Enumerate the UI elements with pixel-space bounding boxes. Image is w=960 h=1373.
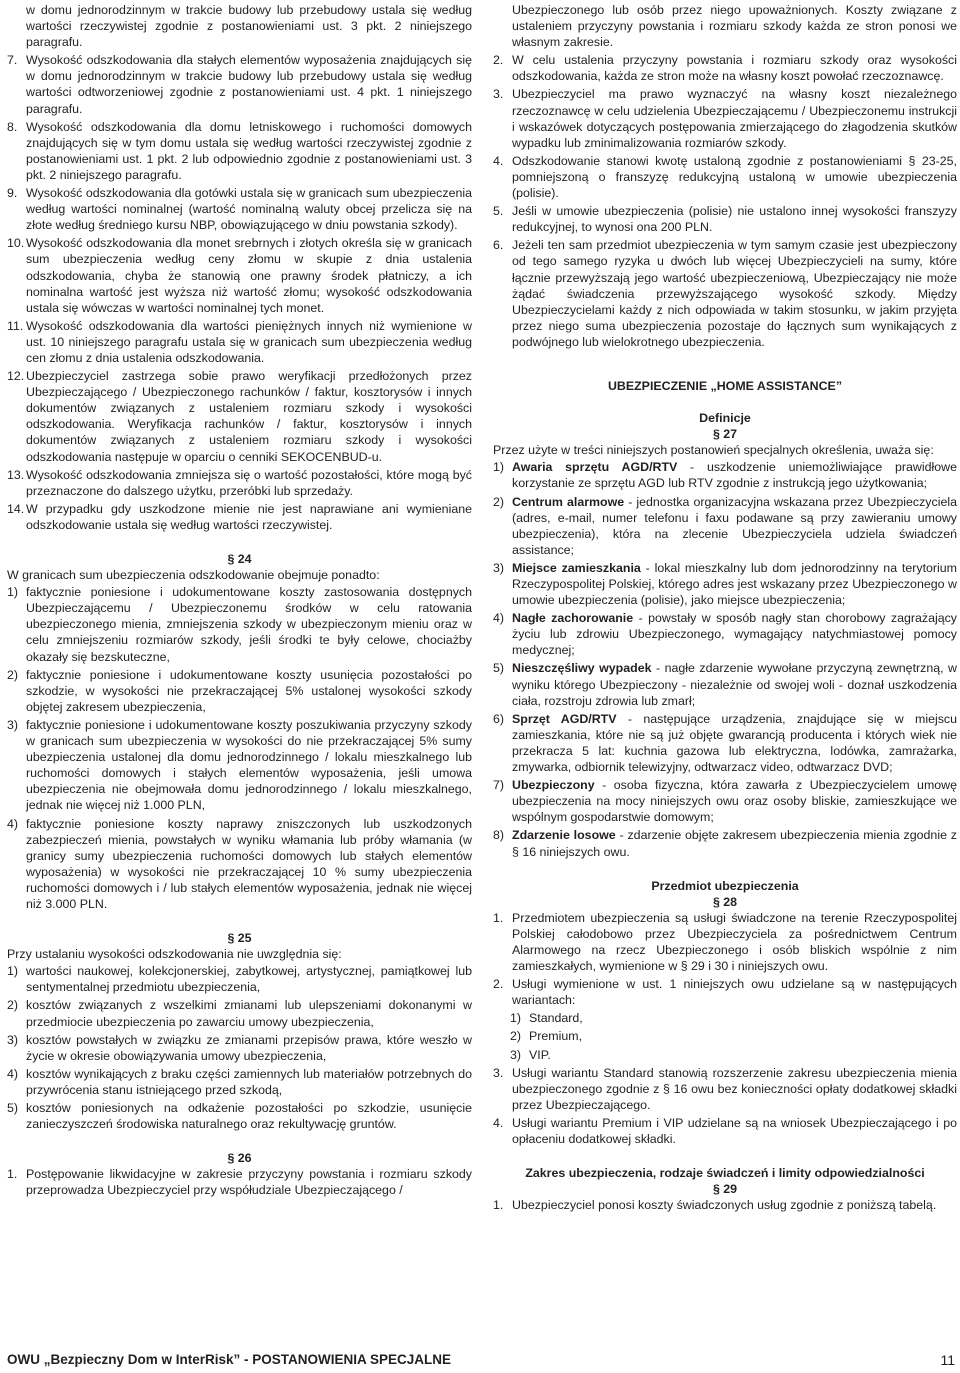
item-number: 1): [493, 460, 505, 475]
item-text: W celu ustalenia przyczyny powstania i rozmiaru szkody oraz wysokości odszkodowania, każda ze stron może na własny koszt powołać rzeczoznawcę.: [512, 53, 957, 84]
paragraph-item: [7, 467, 472, 499]
definition-item: [493, 560, 957, 608]
item-number: 3): [7, 717, 19, 732]
item-number: 2): [510, 1029, 522, 1044]
item-number: 10.: [7, 236, 25, 251]
item-text: kosztów powstałych w związku ze zmianami przepisów prawa, które weszło w życie w okresie obowiązywania umowy ubezpieczenia,: [26, 1032, 472, 1063]
paragraph-item: [7, 52, 472, 116]
definition-item: [493, 494, 957, 558]
item-text: Usługi wariantu Standard stanowią rozszerzenie zakresu ubezpieczenia mienia ubezpieczonego zgodnie z § 16 owu bez konieczności opłaty dodatkowej składki przez Ubezpieczającego.: [512, 1065, 957, 1112]
item-text: Ubezpieczyciel ponosi koszty świadczonych usług zgodnie z poniższą tabelą.: [512, 1198, 937, 1213]
defined-term: Sprzęt AGD/RTV: [512, 711, 617, 726]
section-29-title: Zakres ubezpieczenia, rodzaje świadczeń i limity odpowiedzialności: [525, 1166, 925, 1181]
defined-term: Centrum alarmowe: [512, 494, 625, 509]
list-item: [7, 1166, 472, 1198]
section-28-heading: § 28: [712, 894, 738, 909]
item-number: 4.: [493, 153, 504, 168]
paragraph-item: [7, 119, 472, 183]
item-text: faktycznie poniesione koszty naprawy zniszczonych lub uszkodzonych zabezpieczeń mienia, powstałych w wyniku włamania lub próby włamania (w granicy sumy ubezpieczenia ruchomości domowych lub stałych elementów wyposażenia) w wysokości nie przekraczającej 10 % sumy ubezpieczenia ruchomości domowych i / lub stałych elementów wyposażenia, jednak nie więcej niż 3.000 PLN.: [26, 816, 472, 911]
variants-list: [493, 1010, 957, 1062]
item-number: 7.: [7, 53, 18, 68]
section-24-lead: W granicach sum ubezpieczenia odszkodowanie obejmuje ponadto:: [7, 568, 380, 583]
section-28-list-continued: [493, 1065, 957, 1147]
item-number: 2.: [493, 977, 504, 992]
section-24-heading: § 24: [227, 552, 252, 566]
item-number: 1): [7, 585, 19, 600]
list-item: [493, 1115, 957, 1147]
item-text: Jeśli w umowie ubezpieczenia (polisie) nie ustalono innej wysokości franszyzy redukcyjnej, to wynosi ona 200 PLN.: [512, 204, 957, 235]
item-number: 13.: [7, 467, 25, 482]
paragraph-item: [493, 52, 957, 84]
list-item: [493, 910, 957, 974]
item-number: 4): [493, 611, 505, 626]
paragraph-item: [7, 501, 472, 533]
variant-item: [493, 1028, 957, 1044]
item-number: 14.: [7, 501, 25, 516]
item-text: - zdarzenie objęte zakresem ubezpieczenia mienia zgodnie z § 16 niniejszych owu.: [512, 828, 957, 859]
section-29-list: [493, 1197, 957, 1213]
item-text: Jeżeli ten sam przedmiot ubezpieczenia w tym samym czasie jest ubezpieczony od tego samego ryzyka u dwóch lub więcej Ubezpieczycieli na sumy, które łącznie przewyższają jego wartość ubezpieczeniową, Ubezpieczający nie może żądać świadczenia przewyższającego wysokość szkody. Między Ubezpieczycielami każdy z nich odpowiada w takim stosunku, w jakim przyjęta przez niego suma ubezpieczenia pozostaje do łącznych sum wynikających z podwójnego lub wielokrotnego ubezpieczenia.: [512, 238, 957, 349]
paragraph-item: [493, 203, 957, 235]
list-item: [493, 1197, 957, 1213]
item-text: - nagłe zdarzenie wywołane przyczyną zewnętrzną, w wyniku którego Ubezpieczony - niezależnie od swojej woli - doznał uszkodzenia ciała, rozstroju zdrowia lub zmarł;: [512, 661, 957, 708]
paragraph-item: [7, 318, 472, 366]
item-number: 9.: [7, 186, 18, 201]
list-item: [7, 1032, 472, 1064]
definition-item: [493, 711, 957, 775]
item-text: kosztów wynikających z braku części zamiennych lub materiałów potrzebnych do przywrócenia stanu istniejącego przed szkodą,: [26, 1066, 472, 1097]
section-26-continued-list: [493, 2, 957, 350]
page-footer: [7, 1352, 955, 1368]
item-number: 1): [7, 964, 19, 979]
item-number: 7): [493, 778, 505, 793]
home-assistance-title: UBEZPIECZENIE „HOME ASSISTANCE”: [607, 378, 843, 393]
list-item: [7, 584, 472, 664]
list-item: [7, 997, 472, 1029]
page-number: 11: [940, 1352, 955, 1368]
paragraph-item: [493, 86, 957, 150]
list-item: [493, 976, 957, 1008]
section-25-heading: § 25: [227, 931, 252, 946]
section-28-list: [493, 910, 957, 1009]
item-text: w domu jednorodzinnym w trakcie budowy lub przebudowy ustala się według wartości rzeczywistej zgodnie z postanowieniami ust. 3 pkt. 2 niniejszego paragrafu.: [26, 3, 472, 50]
item-text: Usługi wymienione w ust. 1 niniejszych owu udzielane są w następujących wariantach:: [512, 977, 957, 1008]
defined-term: Miejsce zamieszkania: [512, 560, 641, 575]
list-item: [7, 717, 472, 814]
item-text: faktycznie poniesione i udokumentowane koszty usunięcia pozostałości po szkodzie, w wysokości nie przekraczającej 5% ustalonej wysokości szkody objętej zakresem ubezpieczenia,: [26, 667, 472, 714]
item-number: 11.: [7, 318, 24, 333]
item-number: 1.: [493, 1198, 504, 1213]
left-intro-list: [7, 2, 472, 533]
item-number: 8.: [7, 119, 18, 134]
section-26-heading: § 26: [227, 1151, 252, 1166]
item-number: 3): [493, 560, 505, 575]
defined-term: Awaria sprzętu AGD/RTV: [512, 460, 678, 475]
item-text: Wysokość odszkodowania dla monet srebrnych i złotych określa się w granicach sum ubezpieczenia według ceny złomu w skupie z dnia ustalenia odszkodowania, chyba że stanowią one prawny środek płatniczy, a ich nominalna wartość jest wyższa niż wartość złomu; wysokość odszkodowania ustala się wówczas w wartości nominalnej tych monet.: [26, 236, 472, 315]
item-text: Postępowanie likwidacyjne w zakresie przyczyny powstania i rozmiaru szkody przeprowadza Ubezpieczyciel przy współudziale Ubezpieczającego /: [26, 1167, 472, 1198]
item-text: - jednostka organizacyjna wskazana przez Ubezpieczyciela (adres, e-mail, numer telefonu i faxu podawane są przy zawieraniu umowy ubezpieczenia), która na zlecenie Ubezpieczyciela udziela świadczeń assistance;: [512, 494, 957, 557]
paragraph-item: [7, 368, 472, 465]
item-text: VIP.: [529, 1047, 551, 1062]
item-number: 12.: [7, 369, 25, 384]
definition-item: [493, 827, 957, 859]
item-number: 8): [493, 828, 505, 843]
item-text: W przypadku gdy uszkodzone mienie nie jest naprawiane ani wymieniane odszkodowanie ustala się według wartości rzeczywistej.: [26, 501, 472, 532]
item-text: Przedmiotem ubezpieczenia są usługi świadczone na terenie Rzeczypospolitej Polskiej całodobowo przez Ubezpieczyciela za pośrednictwem Centrum Alarmowego na rzecz Ubezpieczonego i osób bliskich wspólnie z nim zamieszkałych, wymienione w § 29 i 30 i niniejszych owu.: [512, 910, 957, 974]
item-number: 4): [7, 816, 19, 831]
section-29-heading: § 29: [712, 1182, 738, 1197]
variant-item: [493, 1047, 957, 1063]
section-25-list: [7, 963, 472, 1132]
item-text: - lokal mieszkalny lub dom jednorodzinny na terytorium Rzeczypospolitej Polskiej, którego adres jest wskazany przez Ubezpieczonego w umowie ubezpieczenia (polisie), jako miejsce ubezpieczenia;: [512, 560, 957, 608]
paragraph-item: [493, 2, 957, 50]
item-number: 5): [493, 661, 505, 676]
variant-item: [493, 1010, 957, 1026]
list-item: [493, 1065, 957, 1113]
definition-item: [493, 459, 957, 491]
section-26-list: [7, 1166, 472, 1198]
section-27-lead: Przez użyte w treści niniejszych postanowień specjalnych określenia, uważa się:: [493, 443, 934, 458]
paragraph-item: [493, 153, 957, 201]
item-number: 3.: [493, 1065, 504, 1080]
item-text: Ubezpieczonego lub osób przez niego upoważnionych. Koszty związane z ustaleniem przyczyny powstania i rozmiaru szkody każda ze stron ponosi we własnym zakresie.: [512, 3, 957, 50]
defined-term: Nagłe zachorowanie: [512, 611, 634, 626]
paragraph-item: [7, 185, 472, 233]
item-number: 3): [510, 1047, 522, 1062]
item-text: faktycznie poniesione i udokumentowane koszty poszukiwania przyczyny szkody w granicach sum ubezpieczenia w wysokości do nie przekraczającej 5% sumy ubezpieczenia ustalonej dla domu jednorodzinnego / lokalu mieszkalnego lub ruchomości domowych i stałych elementów wyposażenia, jeśli umowa ubezpieczenia nie obejmowała domu jednorodzinnego / lokalu mieszkalnego, jednak nie więcej niż 1.000 PLN,: [26, 717, 472, 813]
item-number: 2): [493, 494, 505, 509]
item-text: Usługi wariantu Premium i VIP udzielane są na wniosek Ubezpieczającego i po opłaceniu dodatkowej składki.: [512, 1115, 957, 1146]
list-item: [7, 1066, 472, 1098]
item-number: 1.: [7, 1167, 18, 1182]
item-number: 5.: [493, 204, 504, 219]
item-text: wartości naukowej, kolekcjonerskiej, zabytkowej, artystycznej, pamiątkowej lub sentymentalnej przedmiotu ubezpieczenia,: [26, 964, 472, 995]
paragraph-item: [7, 235, 472, 315]
left-column: [7, 2, 472, 1200]
item-number: 4): [7, 1066, 19, 1081]
section-27-title: Definicje: [699, 411, 751, 426]
item-text: Ubezpieczyciel zastrzega sobie prawo weryfikacji przedłożonych przez Ubezpieczającego / Ubezpieczonego rachunków / faktur, kosztorysów i innych dokumentów związanych z ustaleniem rozmiaru szkody i wysokości odszkodowania. Weryfikacja rachunków / faktur, kosztorysów i innych dokumentów związanych z ustaleniem rozmiaru szkody i wysokości odszkodowania następuje w oparciu o cenniki SEKOCENBUD-u.: [26, 369, 472, 464]
section-28-title: Przedmiot ubezpieczenia: [651, 878, 799, 893]
list-item: [7, 1100, 472, 1132]
footer-title: OWU „Bezpieczny Dom w InterRisk” - POSTANOWIENIA SPECJALNE: [7, 1352, 452, 1367]
item-number: 3): [7, 1032, 19, 1047]
definition-item: [493, 660, 957, 708]
list-item: [7, 816, 472, 913]
item-text: - powstały w sposób nagły stan chorobowy zagrażający życiu lub zdrowiu Ubezpieczonego, wymagający natychmiastowej pomocy medycznej;: [512, 611, 957, 658]
paragraph-item: [493, 237, 957, 350]
defined-term: Nieszczęśliwy wypadek: [512, 661, 652, 676]
section-25-lead: Przy ustalaniu wysokości odszkodowania nie uwzględnia się:: [7, 947, 342, 962]
item-text: Standard,: [529, 1011, 583, 1026]
item-text: Wysokość odszkodowania zmniejsza się o wartość pozostałości, które mogą być przeznaczone do dalszego użytku, przeróbki lub sprzedaży.: [26, 467, 472, 498]
item-number: 6): [493, 711, 505, 726]
item-text: Wysokość odszkodowania dla domu letniskowego i ruchomości domowych znajdujących się w tym domu ustala się według wartości rzeczywistej zgodnie z postanowieniami ust. 1 pkt. 2 lub odpowiednio zgodnie z postanowieniami ust. 3 pkt. 2 niniejszego paragrafu.: [26, 119, 472, 182]
defined-term: Zdarzenie losowe: [512, 828, 616, 843]
item-text: faktycznie poniesione i udokumentowane koszty zastosowania dostępnych Ubezpieczającemu / Ubezpieczonemu środków w celu ratowania ubezpieczonego mienia, zmniejszenia szkody w ubezpieczonym mieniu oraz w celu zmniejszeniu rozmiarów szkody, jeśli środki te były celowe, chociażby okazały się bezskuteczne,: [26, 585, 472, 664]
item-number: 2): [7, 998, 19, 1013]
item-text: Odszkodowanie stanowi kwotę ustaloną zgodnie z postanowieniami § 23-25, pomniejszoną o franszyzę redukcyjną ustaloną w umowie ubezpieczenia (polisie).: [512, 153, 957, 201]
item-text: - osoba fizyczna, która zawarła z Ubezpieczycielem umowę ubezpieczenia na mocy niniejszych owu oraz osoby bliskie, zamieszkujące we wspólnym gospodarstwie domowym;: [512, 778, 957, 825]
item-text: kosztów poniesionych na odkażenie pozostałości po szkodzie, usunięcie zanieczyszczeń środowiska naturalnego oraz rekultywację gruntów.: [26, 1101, 472, 1132]
item-text: - następujące urządzenia, znajdujące się w miejscu zamieszkania, które nie są już objęte gwarancją producenta i których wiek nie przekracza 5 lat: kuchnia gazowa lub elektryczna, lodówka, zamrażarka, zmywarka, odbiornik telewizyjny, odtwarzacz video, odtwarzacz DVD;: [512, 711, 957, 775]
defined-term: Ubezpieczony: [512, 778, 595, 793]
item-number: 4.: [493, 1115, 504, 1130]
item-number: 1.: [493, 910, 504, 925]
section-24-list: [7, 584, 472, 912]
list-item: [7, 963, 472, 995]
item-text: Ubezpieczyciel ma prawo wyznaczyć na własny koszt niezależnego rzeczoznawcę w celu udzielenia Ubezpieczającemu / Ubezpieczonemu instrukcji i wskazówek dotyczących postępowania zmierzającego do złagodzenia skutków wypadku lub zminimalizowania rozmiarów szkody.: [512, 87, 957, 150]
right-column: [493, 2, 957, 1215]
item-text: - uszkodzenie uniemożliwiające prawidłowe korzystanie ze sprzętu AGD lub RTV zgodnie z instrukcją jego użytkowania;: [512, 460, 957, 491]
section-27-heading: § 27: [712, 427, 738, 442]
paragraph-item: [7, 2, 472, 50]
item-number: 6.: [493, 238, 504, 253]
item-number: 3.: [493, 87, 504, 102]
item-text: kosztów związanych z wszelkimi zmianami lub ulepszeniami dokonanymi w przedmiocie ubezpieczenia po zawarciu umowy ubezpieczenia,: [26, 998, 472, 1029]
list-item: [7, 667, 472, 715]
item-text: Wysokość odszkodowania dla wartości pieniężnych innych niż wymienione w ust. 10 niniejszego paragrafu ustala się w granicach sum ubezpieczenia według cen złomu z dnia ustalenia odszkodowania.: [26, 318, 472, 365]
definition-item: [493, 610, 957, 658]
definition-item: [493, 777, 957, 825]
item-text: Wysokość odszkodowania dla stałych elementów wyposażenia znajdujących się w domu jednorodzinnym w trakcie budowy lub przebudowy ustala się według wartości odtworzeniowej zgodnie z postanowieniami ust. 4 pkt. 1 niniejszego paragrafu.: [26, 53, 472, 116]
item-number: 5): [7, 1101, 19, 1115]
item-number: 2.: [493, 53, 504, 68]
item-text: Wysokość odszkodowania dla gotówki ustala się w granicach sum ubezpieczenia według wartości nominalnej (wartość nominalną waluty obcej przelicza się na złote według średniego kursu NBP, obowiązującego w dniu powstania szkody).: [26, 186, 472, 233]
item-number: 2): [7, 667, 19, 682]
item-number: 1): [510, 1011, 522, 1026]
item-text: Premium,: [529, 1029, 583, 1044]
definitions-list: [493, 459, 957, 859]
